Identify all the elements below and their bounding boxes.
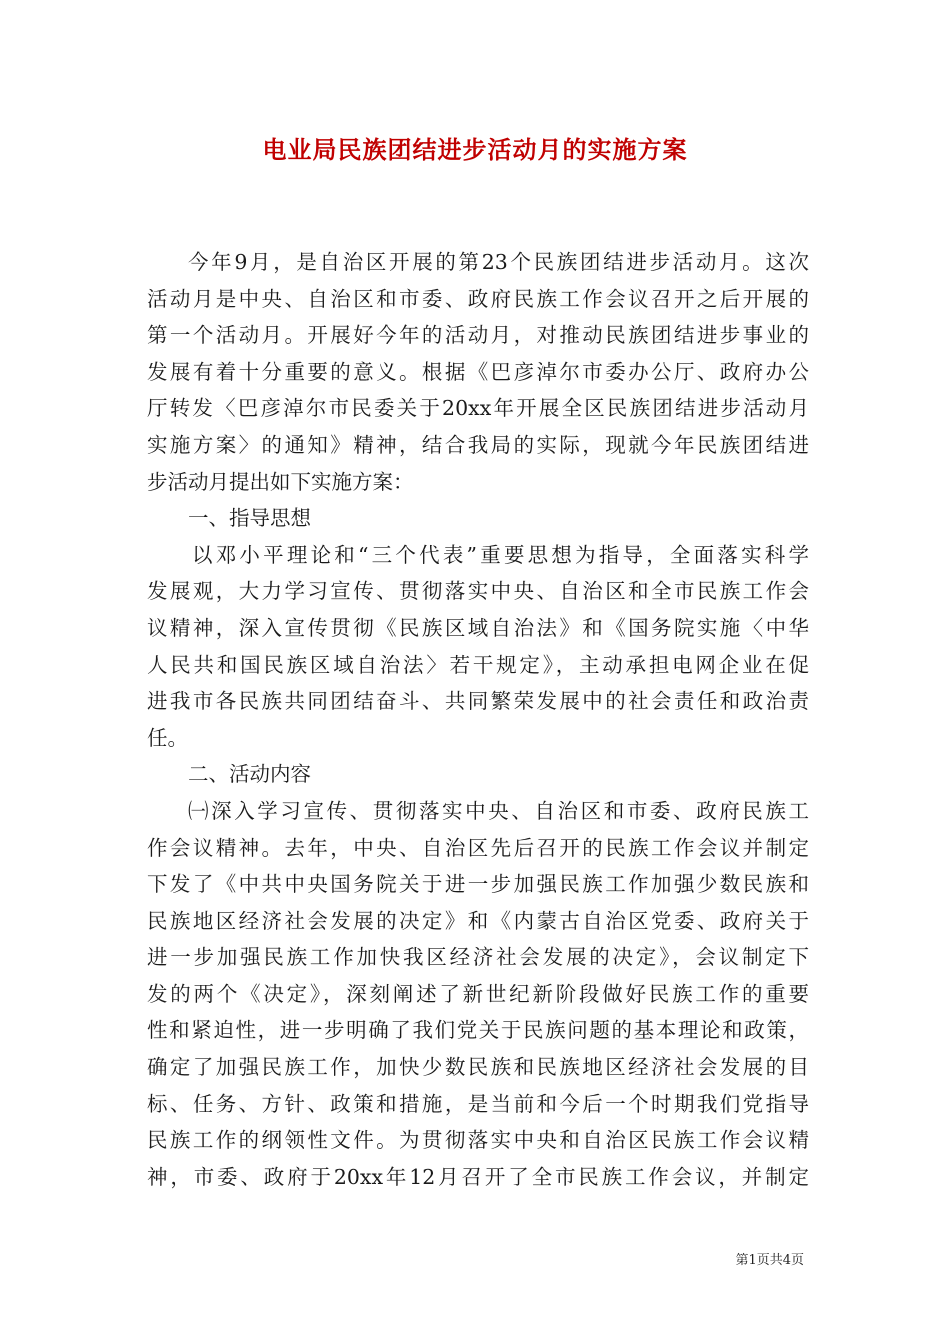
text-line: 以邓小平理论和“三个代表”重要思想为指导，全面落实科学 xyxy=(192,542,809,567)
section-heading: 一、指导思想 xyxy=(188,506,311,531)
text-line: 议精神，深入宣传贯彻《民族区域自治法》和《国务院实施〈中华 xyxy=(147,615,809,640)
text-line: 下发了《中共中央国务院关于进一步加强民族工作加强少数民族和 xyxy=(147,872,809,897)
text-line: 民族工作的纲领性文件。为贯彻落实中央和自治区民族工作会议精 xyxy=(147,1128,809,1153)
text-line: 确定了加强民族工作，加快少数民族和民族地区经济社会发展的目 xyxy=(147,1055,809,1080)
page-number: 第1页共4页 xyxy=(735,1253,804,1268)
document-body xyxy=(147,244,809,1195)
text-line: 发展观，大力学习宣传、贯彻落实中央、自治区和全市民族工作会 xyxy=(147,579,809,604)
text-line: 步活动月提出如下实施方案： xyxy=(147,469,414,494)
text-line: 性和紧迫性，进一步明确了我们党关于民族问题的基本理论和政策， xyxy=(147,1018,809,1043)
text-line: 第一个活动月。开展好今年的活动月，对推动民族团结进步事业的 xyxy=(147,323,809,348)
text-line: 任。 xyxy=(147,725,188,750)
text-line: 活动月是中央、自治区和市委、政府民族工作会议召开之后开展的 xyxy=(147,286,809,311)
text-line: 人民共和国民族区域自治法〉若干规定》，主动承担电网企业在促 xyxy=(147,652,809,677)
document-title: 电业局民族团结进步活动月的实施方案 xyxy=(262,135,688,164)
text-line: ㈠深入学习宣传、贯彻落实中央、自治区和市委、政府民族工 xyxy=(188,798,809,823)
text-line: 发展有着十分重要的意义。根据《巴彦淖尔市委办公厅、政府办公 xyxy=(147,359,809,384)
text-line: 厅转发〈巴彦淖尔市民委关于20xx年开展全区民族团结进步活动月 xyxy=(147,396,809,421)
text-line: 神，市委、政府于20xx年12月召开了全市民族工作会议，并制定 xyxy=(147,1164,809,1189)
text-line: 今年9月，是自治区开展的第23个民族团结进步活动月。这次 xyxy=(188,250,809,274)
text-line: 发的两个《决定》，深刻阐述了新世纪新阶段做好民族工作的重要 xyxy=(147,981,809,1006)
text-line: 作会议精神。去年，中央、自治区先后召开的民族工作会议并制定 xyxy=(147,835,809,860)
text-line: 实施方案〉的通知》精神，结合我局的实际，现就今年民族团结进 xyxy=(147,432,809,457)
section-heading: 二、活动内容 xyxy=(188,762,311,787)
text-line: 进我市各民族共同团结奋斗、共同繁荣发展中的社会责任和政治责 xyxy=(147,689,809,714)
text-line: 标、任务、方针、政策和措施，是当前和今后一个时期我们党指导 xyxy=(147,1091,809,1116)
text-line: 进一步加强民族工作加快我区经济社会发展的决定》，会议制定下 xyxy=(147,945,809,970)
text-line: 民族地区经济社会发展的决定》和《内蒙古自治区党委、政府关于 xyxy=(147,908,809,933)
